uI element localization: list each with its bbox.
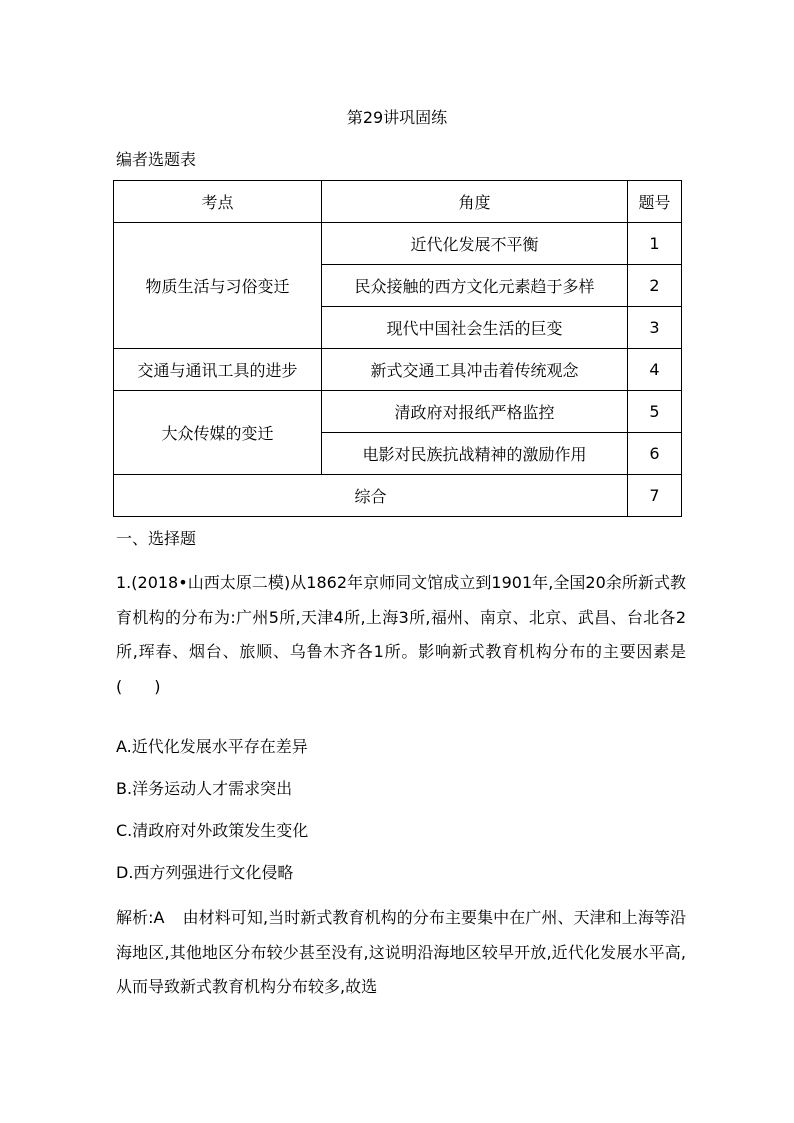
analysis-paragraph — [116, 901, 686, 1005]
table-row — [114, 349, 682, 391]
angle-cell: 新式交通工具冲击着传统观念 — [322, 349, 628, 391]
angle-cell: 电影对民族抗战精神的激励作用 — [322, 433, 628, 475]
option-b: B.洋务运动人才需求突出 — [116, 779, 293, 798]
option-d: D.西方列强进行文化侵略 — [116, 863, 294, 882]
number-cell: 1 — [628, 223, 682, 265]
option-c: C.清政府对外政策发生变化 — [116, 821, 309, 840]
number-cell: 5 — [628, 391, 682, 433]
question-selection-table — [113, 180, 682, 517]
option-a: A.近代化发展水平存在差异 — [116, 737, 308, 756]
table-row — [114, 391, 682, 433]
table-caption: 编者选题表 — [116, 150, 197, 169]
angle-cell: 民众接触的西方文化元素趋于多样 — [322, 265, 628, 307]
number-cell: 6 — [628, 433, 682, 475]
topic-cell: 物质生活与习俗变迁 — [114, 223, 322, 349]
table-row — [114, 223, 682, 265]
analysis-text: 由材料可知,当时新式教育机构的分布主要集中在广州、天津和上海等沿海地区,其他地区分布较少甚至没有,这说明沿海地区较早开放,近代化发展水平高,从而导致新式教育机构分布较多,故选 — [116, 908, 686, 997]
summary-cell: 综合 — [114, 475, 628, 517]
topic-cell: 交通与通讯工具的进步 — [114, 349, 322, 391]
number-cell: 4 — [628, 349, 682, 391]
header-angle: 角度 — [322, 181, 628, 223]
angle-cell: 近代化发展不平衡 — [322, 223, 628, 265]
header-number: 题号 — [628, 181, 682, 223]
question-stem: 1.(2018•山西太原二模)从1862年京师同文馆成立到1901年,全国20余所新式教育机构的分布为:广州5所,天津4所,上海3所,福州、南京、北京、武昌、台北各2所,珲春、烟台、旅顺、乌鲁木齐各1所。影响新式教育机构分布的主要因素是( ) — [116, 573, 686, 696]
number-cell: 3 — [628, 307, 682, 349]
number-cell: 2 — [628, 265, 682, 307]
angle-cell: 清政府对报纸严格监控 — [322, 391, 628, 433]
number-cell: 7 — [628, 475, 682, 517]
header-topic: 考点 — [114, 181, 322, 223]
page-title: 第29讲巩固练 — [346, 108, 448, 127]
table-header-row — [114, 181, 682, 223]
topic-cell: 大众传媒的变迁 — [114, 391, 322, 475]
angle-cell: 现代中国社会生活的巨变 — [322, 307, 628, 349]
analysis-label: 解析:A — [116, 908, 165, 927]
section-heading: 一、选择题 — [116, 529, 197, 548]
table-summary-row — [114, 475, 682, 517]
